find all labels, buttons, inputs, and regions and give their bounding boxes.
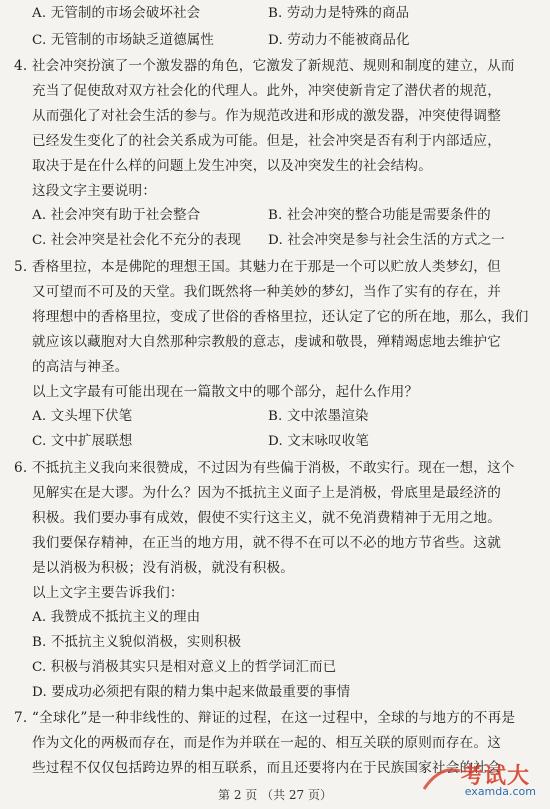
q5-option-a: A. 文头埋下伏笔 xyxy=(32,409,133,424)
q4-stem-line: 从而强化了对社会生活的参与。作为规范改进和形成的激发器，冲突使得调整 xyxy=(32,108,501,124)
q5-stem-line: 5. 香格里拉，本是佛陀的理想王国。其魅力在于那是一个可以贮放人类梦幻，但 xyxy=(14,259,501,275)
q6-stem-line: 6. 不抵抗主义我向来很赞成，不过因为有些偏于消极，不敢实行。现在一想，这个 xyxy=(14,460,515,476)
q6-option-c: C. 积极与消极其实只是相对意义上的哲学词汇而已 xyxy=(32,660,337,675)
page-number-footer: 第 2 页 （共 27 页） xyxy=(218,788,332,802)
q4-option-d: D. 社会冲突是参与社会生活的方式之一 xyxy=(268,233,505,248)
q3-option-a: A. 无管制的市场会破坏社会 xyxy=(32,6,201,21)
q3-option-c: C. 无管制的市场缺乏道德属性 xyxy=(32,33,214,48)
q5-stem-line: 又可望而不可及的天堂。我们既然将一种美妙的梦幻，当作了实有的存在，并 xyxy=(32,284,501,300)
watermark-url: examda.com xyxy=(464,785,536,798)
q4-stem-line: 已经发生变化了的社会关系成为可能。但是，社会冲突是否有利于内部适应， xyxy=(32,133,501,149)
q4-stem-line: 充当了促使敌对双方社会化的代理人。此外，冲突使新肯定了潜伏者的规范， xyxy=(32,83,501,99)
q4-stem-line: 4. 社会冲突扮演了一个激发器的角色，它激发了新规范、规则和制度的建立，从而 xyxy=(14,58,515,74)
swoosh-icon xyxy=(422,763,462,793)
q4-question: 这段文字主要说明： xyxy=(32,183,157,199)
site-watermark-logo xyxy=(422,759,542,799)
q5-stem-line: 就应该以藏胞对大自然那种宗教般的意志，虔诚和敬畏，殚精竭虑地去维护它 xyxy=(32,334,501,350)
q5-question: 以上文字最有可能出现在一篇散文中的哪个部分，起什么作用？ xyxy=(32,384,419,400)
q6-option-a: A. 我赞成不抵抗主义的理由 xyxy=(32,610,201,625)
q4-stem-line: 取决于是在什么样的问题上发生冲突，以及冲突发生的社会结构。 xyxy=(32,158,433,174)
q5-stem-line: 的高洁与神圣。 xyxy=(32,359,129,375)
q7-stem-line: 作为文化的两极而存在，而是作为并联在一起的、相互关联的原则而存在。这 xyxy=(32,735,501,751)
q4-option-a: A. 社会冲突有助于社会整合 xyxy=(32,208,201,223)
q3-option-d: D. 劳动力不能被商品化 xyxy=(268,33,410,48)
q5-option-b: B. 文中浓墨渲染 xyxy=(268,409,369,424)
q4-option-c: C. 社会冲突是社会化不充分的表现 xyxy=(32,233,242,248)
q5-option-c: C. 文中扩展联想 xyxy=(32,434,133,449)
q7-stem-line: 些过程不仅仅包括跨边界的相互联系，而且还要将内在于民族国家社会的社会 xyxy=(32,760,501,776)
q6-stem-line: 积极。我们要办事有成效，假使不实行这主义，就不免消费精神于无用之地。 xyxy=(32,510,501,526)
q3-option-b: B. 劳动力是特殊的商品 xyxy=(268,6,410,21)
q7-stem-line: 7. “全球化”是一种非线性的、辩证的过程，在这一过程中，全球的与地方的不再是 xyxy=(14,710,516,726)
q6-stem-line: 见解实在是大谬。为什么？因为不抵抗主义面子上是消极，骨底里是最经济的 xyxy=(32,485,501,501)
q6-question: 以上文字主要告诉我们： xyxy=(32,585,184,601)
q5-option-d: D. 文末咏叹收笔 xyxy=(268,434,369,449)
q6-stem-line: 是以消极为积极；没有消极，就没有积极。 xyxy=(32,560,295,576)
q5-stem-line: 将理想中的香格里拉，变成了世俗的香格里拉，还认定了它的所在地，那么，我们 xyxy=(32,309,529,325)
q6-option-b: B. 不抵抗主义貌似消极，实则积极 xyxy=(32,635,242,650)
watermark-title: 考试大 xyxy=(460,764,530,789)
q6-stem-line: 我们要保存精神，在正当的地方用，就不得不在可以不必的地方节省些。这就 xyxy=(32,535,501,551)
q4-option-b: B. 社会冲突的整合功能是需要条件的 xyxy=(268,208,491,223)
q6-option-d: D. 要成功必须把有限的精力集中起来做最重要的事情 xyxy=(32,685,351,700)
